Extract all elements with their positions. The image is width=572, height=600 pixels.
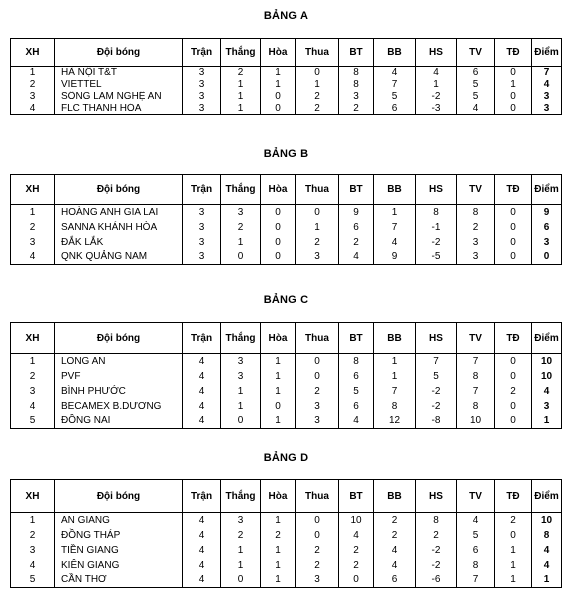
stat-cell: 0 [495, 250, 532, 265]
column-header: Thắng [221, 480, 261, 513]
stat-cell: 8 [457, 399, 495, 414]
column-header: Trận [183, 39, 221, 67]
stat-cell: 2 [495, 384, 532, 399]
points-cell: 1 [532, 414, 562, 429]
column-header: TĐ [495, 480, 532, 513]
stat-cell: 1 [416, 79, 457, 91]
column-header: TĐ [495, 175, 532, 205]
stat-cell: 0 [495, 399, 532, 414]
rank-cell: 1 [11, 354, 55, 369]
stat-cell: 4 [183, 558, 221, 573]
rank-cell: 2 [11, 369, 55, 384]
rank-cell: 1 [11, 67, 55, 79]
stat-cell: 0 [261, 91, 296, 103]
column-header: Thắng [221, 175, 261, 205]
stat-cell: 4 [374, 543, 416, 558]
stat-cell: 2 [221, 528, 261, 543]
stat-cell: 4 [183, 399, 221, 414]
stat-cell: 0 [495, 369, 532, 384]
group-c-standings-table [10, 322, 562, 429]
stat-cell: 7 [374, 220, 416, 235]
group-b-title: BẢNG B [263, 148, 309, 160]
stat-cell: -6 [416, 573, 457, 588]
team-name-cell: LONG AN [55, 354, 183, 369]
stat-cell: 4 [183, 369, 221, 384]
stat-cell: 1 [495, 558, 532, 573]
rank-cell: 4 [11, 103, 55, 115]
stat-cell: 2 [339, 558, 374, 573]
stat-cell: 2 [339, 235, 374, 250]
stat-cell: 7 [457, 384, 495, 399]
points-cell: 1 [532, 573, 562, 588]
column-header: TĐ [495, 323, 532, 354]
stat-cell: 0 [495, 67, 532, 79]
stat-cell: 4 [374, 558, 416, 573]
table-row [11, 235, 562, 250]
stat-cell: 6 [339, 399, 374, 414]
stat-cell: 1 [374, 354, 416, 369]
points-cell: 6 [532, 220, 562, 235]
stat-cell: 0 [261, 103, 296, 115]
table-row [11, 250, 562, 265]
column-header: Hòa [261, 175, 296, 205]
team-name-cell: TIỀN GIANG [55, 543, 183, 558]
stat-cell: 1 [495, 573, 532, 588]
stat-cell: 0 [296, 369, 339, 384]
stat-cell: 0 [261, 250, 296, 265]
stat-cell: 3 [457, 235, 495, 250]
column-header: Đội bóng [55, 175, 183, 205]
header-row [11, 480, 562, 513]
stat-cell: 1 [261, 67, 296, 79]
team-name-cell: SANNA KHÁNH HÒA [55, 220, 183, 235]
points-cell: 9 [532, 205, 562, 220]
stat-cell: 8 [416, 513, 457, 528]
stat-cell: 1 [261, 414, 296, 429]
stat-cell: 1 [374, 205, 416, 220]
stat-cell: 4 [339, 250, 374, 265]
stat-cell: 7 [416, 354, 457, 369]
rank-cell: 4 [11, 399, 55, 414]
stat-cell: 4 [339, 528, 374, 543]
stat-cell: 0 [296, 354, 339, 369]
stat-cell: 0 [495, 414, 532, 429]
column-header: Trận [183, 480, 221, 513]
column-header: Đội bóng [55, 480, 183, 513]
column-header: TĐ [495, 39, 532, 67]
rank-cell: 3 [11, 384, 55, 399]
stat-cell: 4 [183, 384, 221, 399]
points-cell: 4 [532, 558, 562, 573]
column-header: Hòa [261, 323, 296, 354]
stat-cell: 3 [183, 220, 221, 235]
stat-cell: 0 [495, 354, 532, 369]
table-row [11, 220, 562, 235]
column-header: TV [457, 480, 495, 513]
stat-cell: 2 [296, 558, 339, 573]
header-row [11, 323, 562, 354]
stat-cell: 3 [221, 205, 261, 220]
column-header: Trận [183, 175, 221, 205]
stat-cell: 1 [495, 79, 532, 91]
stat-cell: 10 [457, 414, 495, 429]
stat-cell: 5 [457, 528, 495, 543]
points-cell: 3 [532, 91, 562, 103]
group-a-title: BẢNG A [263, 10, 309, 22]
stat-cell: 1 [221, 399, 261, 414]
stat-cell: 8 [339, 354, 374, 369]
stat-cell: 0 [221, 414, 261, 429]
stat-cell: 2 [221, 220, 261, 235]
group-d-standings-table [10, 479, 562, 588]
team-name-cell: FLC THANH HÓA [55, 103, 183, 115]
stat-cell: 3 [183, 79, 221, 91]
stat-cell: 0 [495, 91, 532, 103]
team-name-cell: ĐẮK LẮK [55, 235, 183, 250]
column-header: HS [416, 323, 457, 354]
team-name-cell: SÔNG LAM NGHỆ AN [55, 91, 183, 103]
stat-cell: 1 [221, 384, 261, 399]
table-row [11, 205, 562, 220]
column-header: XH [11, 480, 55, 513]
stat-cell: -2 [416, 558, 457, 573]
team-name-cell: AN GIANG [55, 513, 183, 528]
stat-cell: 1 [221, 558, 261, 573]
column-header: Hòa [261, 480, 296, 513]
group-a-standings-table [10, 38, 562, 115]
stat-cell: 5 [374, 91, 416, 103]
stat-cell: 4 [183, 354, 221, 369]
stat-cell: 2 [296, 103, 339, 115]
column-header: BT [339, 39, 374, 67]
stat-cell: -2 [416, 399, 457, 414]
rank-cell: 2 [11, 79, 55, 91]
stat-cell: -2 [416, 384, 457, 399]
stat-cell: 4 [416, 67, 457, 79]
column-header: BT [339, 480, 374, 513]
table-row [11, 91, 562, 103]
points-cell: 10 [532, 354, 562, 369]
stat-cell: 6 [457, 543, 495, 558]
stat-cell: 1 [261, 369, 296, 384]
column-header: HS [416, 175, 457, 205]
rank-cell: 5 [11, 573, 55, 588]
column-header: Điểm [532, 175, 562, 205]
stat-cell: 1 [221, 235, 261, 250]
stat-cell: 0 [339, 573, 374, 588]
column-header: BB [374, 323, 416, 354]
table-row [11, 558, 562, 573]
stat-cell: 1 [221, 91, 261, 103]
stat-cell: 2 [374, 528, 416, 543]
team-name-cell: BECAMEX B.DƯƠNG [55, 399, 183, 414]
stat-cell: 7 [374, 384, 416, 399]
stat-cell: 3 [296, 250, 339, 265]
column-header: Thua [296, 480, 339, 513]
column-header: BT [339, 175, 374, 205]
stat-cell: 4 [183, 573, 221, 588]
stat-cell: 0 [296, 513, 339, 528]
team-name-cell: ĐỒNG THÁP [55, 528, 183, 543]
team-name-cell: ĐỒNG NAI [55, 414, 183, 429]
points-cell: 7 [532, 67, 562, 79]
stat-cell: 2 [416, 528, 457, 543]
stat-cell: 4 [183, 414, 221, 429]
table-row [11, 103, 562, 115]
points-cell: 4 [532, 384, 562, 399]
stat-cell: 3 [296, 414, 339, 429]
rank-cell: 1 [11, 513, 55, 528]
stat-cell: 0 [261, 220, 296, 235]
table-row [11, 528, 562, 543]
table-row [11, 573, 562, 588]
team-name-cell: HÀ NỘI T&T [55, 67, 183, 79]
column-header: Thua [296, 175, 339, 205]
column-header: XH [11, 175, 55, 205]
stat-cell: 8 [457, 369, 495, 384]
group-d-title: BẢNG D [263, 452, 309, 464]
rank-cell: 4 [11, 558, 55, 573]
stat-cell: 3 [457, 250, 495, 265]
stat-cell: 5 [416, 369, 457, 384]
stat-cell: 4 [374, 67, 416, 79]
stat-cell: 6 [339, 369, 374, 384]
stat-cell: 4 [457, 513, 495, 528]
stat-cell: -2 [416, 91, 457, 103]
stat-cell: 0 [495, 220, 532, 235]
rank-cell: 3 [11, 91, 55, 103]
stat-cell: 1 [296, 79, 339, 91]
stat-cell: 2 [221, 67, 261, 79]
stat-cell: -1 [416, 220, 457, 235]
stat-cell: 6 [374, 573, 416, 588]
points-cell: 3 [532, 103, 562, 115]
stat-cell: 6 [339, 220, 374, 235]
stat-cell: 0 [261, 235, 296, 250]
stat-cell: 8 [339, 67, 374, 79]
table-row [11, 543, 562, 558]
stat-cell: 2 [339, 543, 374, 558]
table-row [11, 354, 562, 369]
column-header: XH [11, 39, 55, 67]
header-row [11, 39, 562, 67]
team-name-cell: QNK QUẢNG NAM [55, 250, 183, 265]
team-name-cell: HOÀNG ANH GIA LAI [55, 205, 183, 220]
stat-cell: -3 [416, 103, 457, 115]
stat-cell: 1 [495, 543, 532, 558]
table-row [11, 513, 562, 528]
stat-cell: 4 [374, 235, 416, 250]
stat-cell: 4 [457, 103, 495, 115]
stat-cell: 5 [339, 384, 374, 399]
stat-cell: 3 [183, 205, 221, 220]
points-cell: 8 [532, 528, 562, 543]
stat-cell: 3 [183, 91, 221, 103]
column-header: Hòa [261, 39, 296, 67]
stat-cell: 3 [296, 399, 339, 414]
stat-cell: 3 [183, 235, 221, 250]
table-row [11, 384, 562, 399]
stat-cell: 0 [221, 250, 261, 265]
stat-cell: -5 [416, 250, 457, 265]
group-c-title: BẢNG C [263, 294, 309, 306]
stat-cell: 1 [261, 384, 296, 399]
stat-cell: 3 [221, 369, 261, 384]
team-name-cell: KIÊN GIANG [55, 558, 183, 573]
header-row [11, 175, 562, 205]
team-name-cell: CẦN THƠ [55, 573, 183, 588]
stat-cell: 1 [261, 573, 296, 588]
stat-cell: 1 [261, 79, 296, 91]
stat-cell: 0 [261, 205, 296, 220]
stat-cell: 4 [183, 528, 221, 543]
table-row [11, 369, 562, 384]
stat-cell: 4 [183, 543, 221, 558]
stat-cell: 3 [183, 250, 221, 265]
stat-cell: 3 [296, 573, 339, 588]
stat-cell: 1 [221, 543, 261, 558]
rank-cell: 3 [11, 543, 55, 558]
stat-cell: 2 [339, 103, 374, 115]
points-cell: 10 [532, 513, 562, 528]
table-row [11, 414, 562, 429]
stat-cell: 3 [221, 513, 261, 528]
stat-cell: 0 [495, 103, 532, 115]
column-header: HS [416, 39, 457, 67]
stat-cell: 0 [495, 235, 532, 250]
team-name-cell: VIETTEL [55, 79, 183, 91]
stat-cell: 8 [416, 205, 457, 220]
stat-cell: 0 [495, 205, 532, 220]
stat-cell: 1 [221, 79, 261, 91]
stat-cell: 7 [457, 354, 495, 369]
points-cell: 10 [532, 369, 562, 384]
stat-cell: 5 [457, 91, 495, 103]
rank-cell: 2 [11, 528, 55, 543]
stat-cell: 2 [296, 384, 339, 399]
rank-cell: 2 [11, 220, 55, 235]
stat-cell: 1 [261, 354, 296, 369]
stat-cell: 0 [495, 528, 532, 543]
stat-cell: 2 [296, 91, 339, 103]
stat-cell: 1 [261, 543, 296, 558]
stat-cell: 0 [261, 399, 296, 414]
column-header: BB [374, 39, 416, 67]
stat-cell: 1 [374, 369, 416, 384]
stat-cell: -2 [416, 235, 457, 250]
column-header: Thắng [221, 39, 261, 67]
stat-cell: 6 [457, 67, 495, 79]
points-cell: 4 [532, 543, 562, 558]
stat-cell: -8 [416, 414, 457, 429]
column-header: BB [374, 175, 416, 205]
column-header: BB [374, 480, 416, 513]
stat-cell: 8 [457, 205, 495, 220]
stat-cell: 5 [457, 79, 495, 91]
stat-cell: 12 [374, 414, 416, 429]
stat-cell: 2 [457, 220, 495, 235]
stat-cell: 1 [296, 220, 339, 235]
column-header: Trận [183, 323, 221, 354]
stat-cell: 4 [339, 414, 374, 429]
points-cell: 3 [532, 399, 562, 414]
column-header: XH [11, 323, 55, 354]
team-name-cell: BÌNH PHƯỚC [55, 384, 183, 399]
column-header: HS [416, 480, 457, 513]
rank-cell: 1 [11, 205, 55, 220]
stat-cell: 0 [296, 528, 339, 543]
stat-cell: 3 [339, 91, 374, 103]
column-header: Đội bóng [55, 323, 183, 354]
stat-cell: -2 [416, 543, 457, 558]
table-row [11, 79, 562, 91]
stat-cell: 0 [221, 573, 261, 588]
column-header: Thua [296, 39, 339, 67]
group-b-standings-table [10, 174, 562, 265]
column-header: TV [457, 175, 495, 205]
column-header: Điểm [532, 480, 562, 513]
column-header: BT [339, 323, 374, 354]
stat-cell: 4 [183, 513, 221, 528]
stat-cell: 7 [457, 573, 495, 588]
table-row [11, 399, 562, 414]
stat-cell: 2 [296, 543, 339, 558]
stat-cell: 6 [374, 103, 416, 115]
stat-cell: 0 [296, 67, 339, 79]
stat-cell: 1 [221, 103, 261, 115]
stat-cell: 3 [183, 67, 221, 79]
stat-cell: 2 [296, 235, 339, 250]
column-header: Điểm [532, 323, 562, 354]
stat-cell: 8 [339, 79, 374, 91]
table-row [11, 67, 562, 79]
stat-cell: 8 [457, 558, 495, 573]
stat-cell: 7 [374, 79, 416, 91]
rank-cell: 4 [11, 250, 55, 265]
column-header: Đội bóng [55, 39, 183, 67]
stat-cell: 3 [221, 354, 261, 369]
points-cell: 4 [532, 79, 562, 91]
stat-cell: 10 [339, 513, 374, 528]
stat-cell: 3 [183, 103, 221, 115]
stat-cell: 1 [261, 513, 296, 528]
team-name-cell: PVF [55, 369, 183, 384]
stat-cell: 1 [261, 558, 296, 573]
column-header: Điểm [532, 39, 562, 67]
stat-cell: 8 [374, 399, 416, 414]
column-header: Thắng [221, 323, 261, 354]
points-cell: 3 [532, 235, 562, 250]
stat-cell: 9 [374, 250, 416, 265]
rank-cell: 5 [11, 414, 55, 429]
rank-cell: 3 [11, 235, 55, 250]
stat-cell: 2 [261, 528, 296, 543]
stat-cell: 0 [296, 205, 339, 220]
column-header: TV [457, 39, 495, 67]
points-cell: 0 [532, 250, 562, 265]
stat-cell: 2 [374, 513, 416, 528]
stat-cell: 9 [339, 205, 374, 220]
column-header: TV [457, 323, 495, 354]
column-header: Thua [296, 323, 339, 354]
stat-cell: 2 [495, 513, 532, 528]
